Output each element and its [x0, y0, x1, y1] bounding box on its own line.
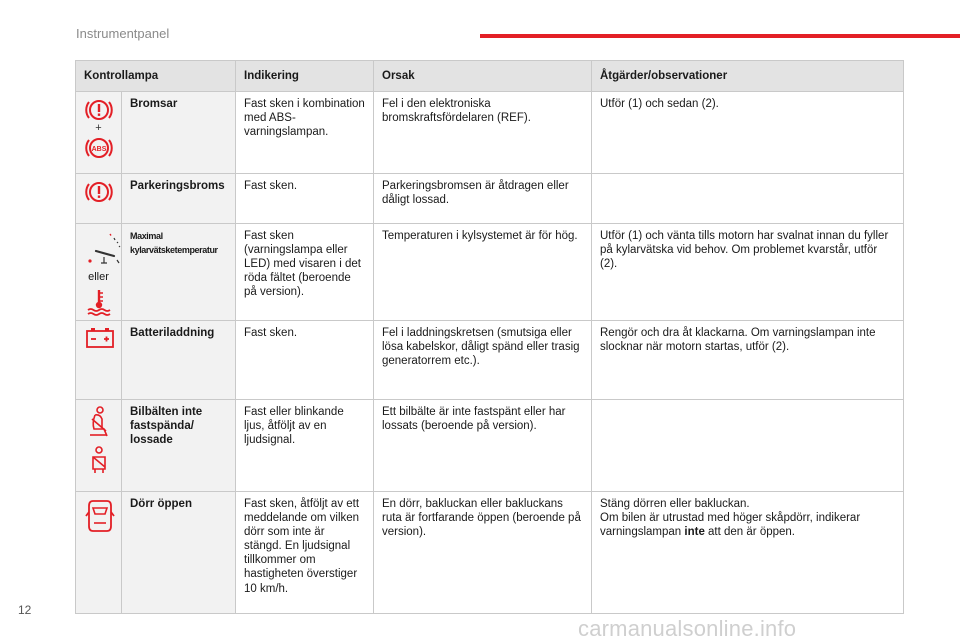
icon-cell	[76, 92, 122, 174]
lamp-name: Bromsar	[122, 92, 236, 174]
brake-warning-icon	[84, 179, 114, 205]
icon-cell	[76, 321, 122, 400]
indication-cell: Fast sken (varningslampa eller LED) med visaren i det röda fältet (beroende på version).	[236, 224, 374, 321]
indication-cell: Fast sken, åtföljt av ett meddelande om vilken dörr som inte är stängd. En ljudsignal tillkommer om hastigheten överstiger 10 km/h.	[236, 492, 374, 614]
page-number: 12	[18, 603, 32, 617]
table-row	[76, 224, 904, 321]
warning-lamp-table	[75, 60, 904, 614]
table-header-row	[76, 61, 904, 92]
page-header-title: Instrumentpanel	[76, 26, 170, 41]
cause-cell: Temperaturen i kylsystemet är för hög.	[374, 224, 592, 321]
svg-text:ABS: ABS	[91, 146, 107, 153]
column-header: Kontrollampa	[76, 61, 236, 92]
cause-cell: Parkeringsbromsen är åtdragen eller dåligt lossad.	[374, 174, 592, 224]
icon-plus-note: +	[95, 122, 102, 134]
table-row	[76, 321, 904, 400]
lamp-name: Batteriladdning	[122, 321, 236, 400]
action-cell: Utför (1) och vänta tills motorn har svalnat innan du fyller på kylarvätska vid behov. Om problemet kvarstår, utför (2).	[592, 224, 904, 321]
icon-cell	[76, 174, 122, 224]
action-line: Stäng dörren eller bakluckan.	[600, 498, 750, 511]
seatbelt-front-icon	[84, 405, 114, 439]
seatbelt-rear-icon	[84, 445, 114, 475]
lamp-name: Maximal kylarvätsketemperatur	[122, 224, 236, 321]
column-header: Indikering	[236, 61, 374, 92]
icon-cell	[76, 224, 122, 321]
brake-warning-icon	[84, 97, 114, 123]
action-cell	[592, 400, 904, 492]
table-row	[76, 174, 904, 224]
header-accent-bar	[480, 34, 960, 38]
icon-or-note: eller	[88, 271, 109, 283]
action-cell: Rengör och dra åt klackarna. Om varningslampan inte slocknar när motorn startas, utför (2).	[592, 321, 904, 400]
indication-cell: Fast sken.	[236, 321, 374, 400]
icon-cell	[76, 400, 122, 492]
indication-cell: Fast sken.	[236, 174, 374, 224]
door-open-icon	[84, 497, 116, 535]
action-text: Om bilen är utrustad med höger skåpdörr, indikerar varningslampan	[600, 512, 861, 539]
action-emphasis: inte	[684, 526, 705, 539]
lamp-name: Dörr öppen	[122, 492, 236, 614]
table-row	[76, 492, 904, 614]
coolant-temperature-icon	[84, 288, 114, 316]
indication-cell: Fast sken i kombination med ABS-varningslampan.	[236, 92, 374, 174]
cause-cell: Ett bilbälte är inte fastspänt eller har lossats (beroende på version).	[374, 400, 592, 492]
cause-cell: Fel i laddningskretsen (smutsiga eller lösa kabelskor, dåligt spänd eller trasig generatorrem etc.).	[374, 321, 592, 400]
column-header: Åtgärder/observationer	[592, 61, 904, 92]
action-cell	[592, 492, 904, 614]
table-row	[76, 92, 904, 174]
abs-icon	[84, 134, 114, 162]
action-text: att den är öppen.	[704, 526, 795, 539]
action-cell: Utför (1) och sedan (2).	[592, 92, 904, 174]
indication-cell: Fast eller blinkande ljus, åtföljt av en ljudsignal.	[236, 400, 374, 492]
battery-icon	[84, 326, 116, 350]
cause-cell: Fel i den elektroniska bromskraftsfördelaren (REF).	[374, 92, 592, 174]
table-row	[76, 400, 904, 492]
watermark-text: carmanualsonline.info	[578, 616, 797, 641]
lamp-name: Parkeringsbroms	[122, 174, 236, 224]
action-cell	[592, 174, 904, 224]
column-header: Orsak	[374, 61, 592, 92]
temperature-gauge-icon	[84, 229, 124, 269]
cause-cell: En dörr, bakluckan eller bakluckans ruta är fortfarande öppen (beroende på version).	[374, 492, 592, 614]
lamp-name: Bilbälten inte fastspända/ lossade	[122, 400, 236, 492]
icon-cell	[76, 492, 122, 614]
